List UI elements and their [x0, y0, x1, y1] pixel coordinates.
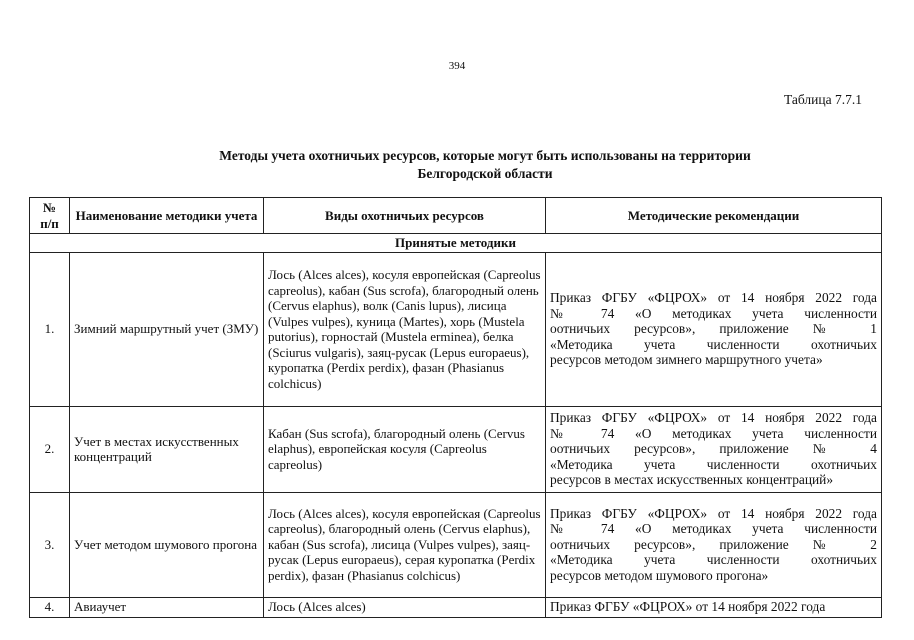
method-name: Зимний маршрутный учет (ЗМУ) [70, 252, 264, 406]
title-line-1: Методы учета охотничьих ресурсов, которые могут быть использованы на территории [219, 148, 751, 163]
header-method: Наименование методики учета [70, 198, 264, 234]
section-title: Принятые методики [30, 234, 882, 253]
species-list: Лось (Alces alces), косуля европейская (Capreolus capreolus), благородный олень (Cervus elaphus), кабан (Sus scrofa), лисица (Vulpes vulpes), заяц-русак (Lepus europaeus), серая куропатка (Perdix perdix), фазан (Phasianus colchicus) [264, 492, 546, 597]
header-num: № п/п [30, 198, 70, 234]
title-line-2: Белгородской области [417, 166, 553, 181]
species-list: Кабан (Sus scrofa), благородный олень (Cervus elaphus), европейская косуля (Capreolus capreolus) [264, 406, 546, 492]
methods-table [29, 197, 882, 618]
section-row [30, 234, 882, 253]
row-number: 3. [30, 492, 70, 597]
header-species: Виды охотничьих ресурсов [264, 198, 546, 234]
recommendation: Приказ ФГБУ «ФЦРОХ» от 14 ноября 2022 года № 74 «О методиках учета численности оотничьих ресурсов», приложение № 4 «Методика учета численности охотничьих ресурсов в местах искусственных концентраций» [546, 406, 882, 492]
species-list: Лось (Alces alces), косуля европейская (Capreolus capreolus), кабан (Sus scrofa), благородный олень (Cervus elaphus), волк (Canis lupus), лисица (Vulpes vulpes), куница (Martes), хорь (Mustela putorius), горностай (Mustela erminea), белка (Sciurus vulgaris), заяц-русак (Lepus europaeus), куропатка (Perdix perdix), фазан (Phasianus colchicus) [264, 252, 546, 406]
header-recommendations: Методические рекомендации [546, 198, 882, 234]
row-number: 1. [30, 252, 70, 406]
row-number: 4. [30, 597, 70, 617]
recommendation: Приказ ФГБУ «ФЦРОХ» от 14 ноября 2022 года № 74 «О методиках учета численности оотничьих ресурсов», приложение № 2 «Методика учета численности охотничьих ресурсов методом шумового прогона» [546, 492, 882, 597]
table-row [30, 492, 882, 597]
table-row [30, 252, 882, 406]
recommendation: Приказ ФГБУ «ФЦРОХ» от 14 ноября 2022 года [546, 597, 882, 617]
method-name: Учет в местах искусственных концентраций [70, 406, 264, 492]
header-row [30, 198, 882, 234]
method-name: Авиаучет [70, 597, 264, 617]
species-list: Лось (Alces alces) [264, 597, 546, 617]
table-title [80, 147, 890, 183]
page-number: 394 [448, 60, 466, 72]
recommendation: Приказ ФГБУ «ФЦРОХ» от 14 ноября 2022 года № 74 «О методиках учета численности оотничьих ресурсов», приложение № 1 «Методика учета численности охотничьих ресурсов методом зимнего маршрутного учета» [546, 252, 882, 406]
table-row [30, 597, 882, 617]
method-name: Учет методом шумового прогона [70, 492, 264, 597]
table-label: Таблица 7.7.1 [784, 92, 862, 107]
table-row [30, 406, 882, 492]
row-number: 2. [30, 406, 70, 492]
